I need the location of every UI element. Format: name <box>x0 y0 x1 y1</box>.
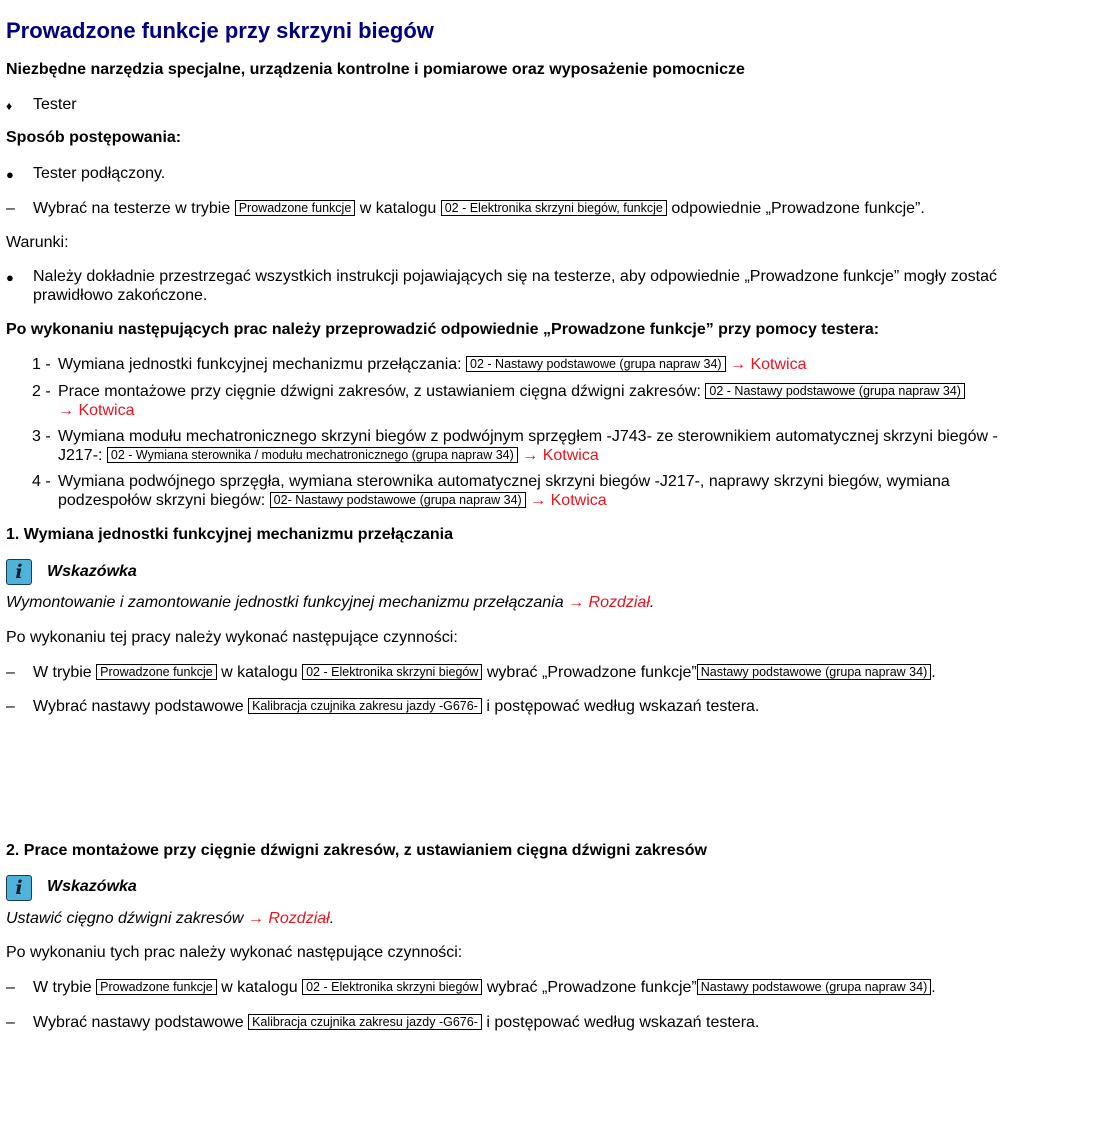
note-text-end: . <box>329 910 335 927</box>
catalog-box-elektronika[interactable]: 02 - Elektronika skrzyni biegów <box>302 979 482 995</box>
note-label: Wskazówka <box>47 563 137 580</box>
section-intro: Po wykonaniu tych prac należy wykonać następujące czynności: <box>6 944 463 961</box>
reference-box[interactable]: 02 - Nastawy podstawowe (grupa napraw 34) <box>705 383 965 399</box>
list-item-text-line2: podzespołów skrzyni biegów: <box>58 492 266 509</box>
dash-icon: – <box>6 979 15 996</box>
function-box-nastawy[interactable]: Nastawy podstawowe (grupa napraw 34) <box>697 979 932 995</box>
step-text-mid: w katalogu <box>221 664 298 681</box>
info-icon-glyph: i <box>15 561 23 583</box>
chapter-link[interactable]: → Rozdział <box>568 594 650 611</box>
list-item-text: Prace montażowe przy cięgnie dźwigni zakresów, z ustawianiem cięgna dźwigni zakresów: <box>58 383 701 400</box>
step-text-end: i postępować według wskazań testera. <box>486 1014 760 1031</box>
section-heading: 1. Wymiana jednostki funkcyjnej mechanizmu przełączania <box>6 526 453 543</box>
procedure-step-text: Wybrać na testerze w trybie <box>33 200 231 217</box>
list-number: 1 - <box>32 356 51 373</box>
mode-box-prowadzone-funkcje[interactable]: Prowadzone funkcje <box>235 200 356 216</box>
anchor-link[interactable]: → Kotwica <box>522 447 599 464</box>
list-item-text: Wymiana podwójnego sprzęgła, wymiana sterownika automatycznej skrzyni biegów -J217-, naprawy skrzyni biegów, wymiana <box>58 473 950 490</box>
step-text-mid2: wybrać „Prowadzone funkcje” <box>486 979 697 996</box>
note-text <box>6 909 334 928</box>
bullet-icon: ● <box>6 167 14 182</box>
function-box-nastawy[interactable]: Nastawy podstawowe (grupa napraw 34) <box>697 664 932 680</box>
step-text-mid2: wybrać „Prowadzone funkcje” <box>486 664 697 681</box>
bullet-icon: ● <box>6 270 14 285</box>
step-text: W trybie <box>33 664 92 681</box>
mode-box-prowadzone-funkcje[interactable]: Prowadzone funkcje <box>96 664 217 680</box>
anchor-link[interactable]: → Kotwica <box>730 356 807 373</box>
dash-icon: – <box>6 200 15 217</box>
catalog-box-elektronika[interactable]: 02 - Elektronika skrzyni biegów <box>302 664 482 680</box>
section-heading: 2. Prace montażowe przy cięgnie dźwigni zakresów, z ustawianiem cięgna dźwigni zakresów <box>6 842 707 859</box>
tools-item-label: Tester <box>33 96 77 113</box>
anchor-link[interactable]: → Kotwica <box>58 402 135 419</box>
step-text: Wybrać nastawy podstawowe <box>33 698 244 715</box>
reference-box[interactable]: 02 - Nastawy podstawowe (grupa napraw 34) <box>466 356 726 372</box>
catalog-box-elektronika[interactable]: 02 - Elektronika skrzyni biegów, funkcje <box>441 200 667 216</box>
note-text-body: Wymontowanie i zamontowanie jednostki funkcyjnej mechanizmu przełączania <box>6 594 564 611</box>
info-icon-glyph: i <box>15 877 23 899</box>
chapter-link[interactable]: → Rozdział <box>247 910 330 927</box>
note-label: Wskazówka <box>47 878 137 895</box>
dash-icon: – <box>6 1014 15 1031</box>
list-item-text: Wymiana modułu mechatronicznego skrzyni biegów z podwójnym sprzęgłem -J743- ze sterownikiem automatycznej skrzyni biegów - <box>58 428 998 445</box>
step-text: Wybrać nastawy podstawowe <box>33 1014 244 1031</box>
reference-box[interactable]: 02 - Wymiana sterownika / modułu mechatronicznego (grupa napraw 34) <box>107 447 518 463</box>
dash-icon: – <box>6 664 15 681</box>
conditions-label: Warunki: <box>6 234 69 251</box>
calibration-box[interactable]: Kalibracja czujnika zakresu jazdy -G676- <box>248 1014 482 1030</box>
mode-box-prowadzone-funkcje[interactable]: Prowadzone funkcje <box>96 979 217 995</box>
dash-icon: – <box>6 698 15 715</box>
step-text-mid: w katalogu <box>221 979 298 996</box>
reference-box[interactable]: 02- Nastawy podstawowe (grupa napraw 34) <box>270 492 526 508</box>
conditions-item-line1: Należy dokładnie przestrzegać wszystkich instrukcji pojawiających się na testerze, aby odpowiednie „Prowadzone funkcje” mogły zostać <box>33 268 998 285</box>
note-text <box>6 593 654 612</box>
procedure-step-text-mid: w katalogu <box>359 200 437 217</box>
note-text-body: Ustawić cięgno dźwigni zakresów <box>6 910 244 927</box>
after-heading: Po wykonaniu następujących prac należy przeprowadzić odpowiednie „Prowadzone funkcje” przy pomocy testera: <box>6 321 880 338</box>
diamond-bullet-icon: ♦ <box>6 99 13 113</box>
note-text-end: . <box>649 594 655 611</box>
anchor-link[interactable]: → Kotwica <box>530 492 607 509</box>
info-icon <box>6 875 32 901</box>
step-text-end: . <box>931 664 936 681</box>
step-text-end: . <box>931 979 936 996</box>
procedure-step-text-end: odpowiednie „Prowadzone funkcje”. <box>671 200 925 217</box>
list-number: 3 - <box>32 428 51 445</box>
conditions-item-line2: prawidłowo zakończone. <box>33 287 208 304</box>
tools-heading: Niezbędne narzędzia specjalne, urządzenia kontrolne i pomiarowe oraz wyposażenie pomocnicze <box>6 61 745 78</box>
list-item-text-line2: J217-: <box>58 447 103 464</box>
list-number: 2 - <box>32 383 51 400</box>
calibration-box[interactable]: Kalibracja czujnika zakresu jazdy -G676- <box>248 698 482 714</box>
page-title: Prowadzone funkcje przy skrzyni biegów <box>6 18 434 43</box>
procedure-heading: Sposób postępowania: <box>6 129 182 146</box>
section-intro: Po wykonaniu tej pracy należy wykonać następujące czynności: <box>6 629 458 646</box>
procedure-bullet-label: Tester podłączony. <box>33 165 166 182</box>
info-icon <box>6 559 32 585</box>
list-item-text: Wymiana jednostki funkcyjnej mechanizmu przełączania: <box>58 356 462 373</box>
step-text: W trybie <box>33 979 92 996</box>
list-number: 4 - <box>32 473 51 490</box>
step-text-end: i postępować według wskazań testera. <box>486 698 760 715</box>
